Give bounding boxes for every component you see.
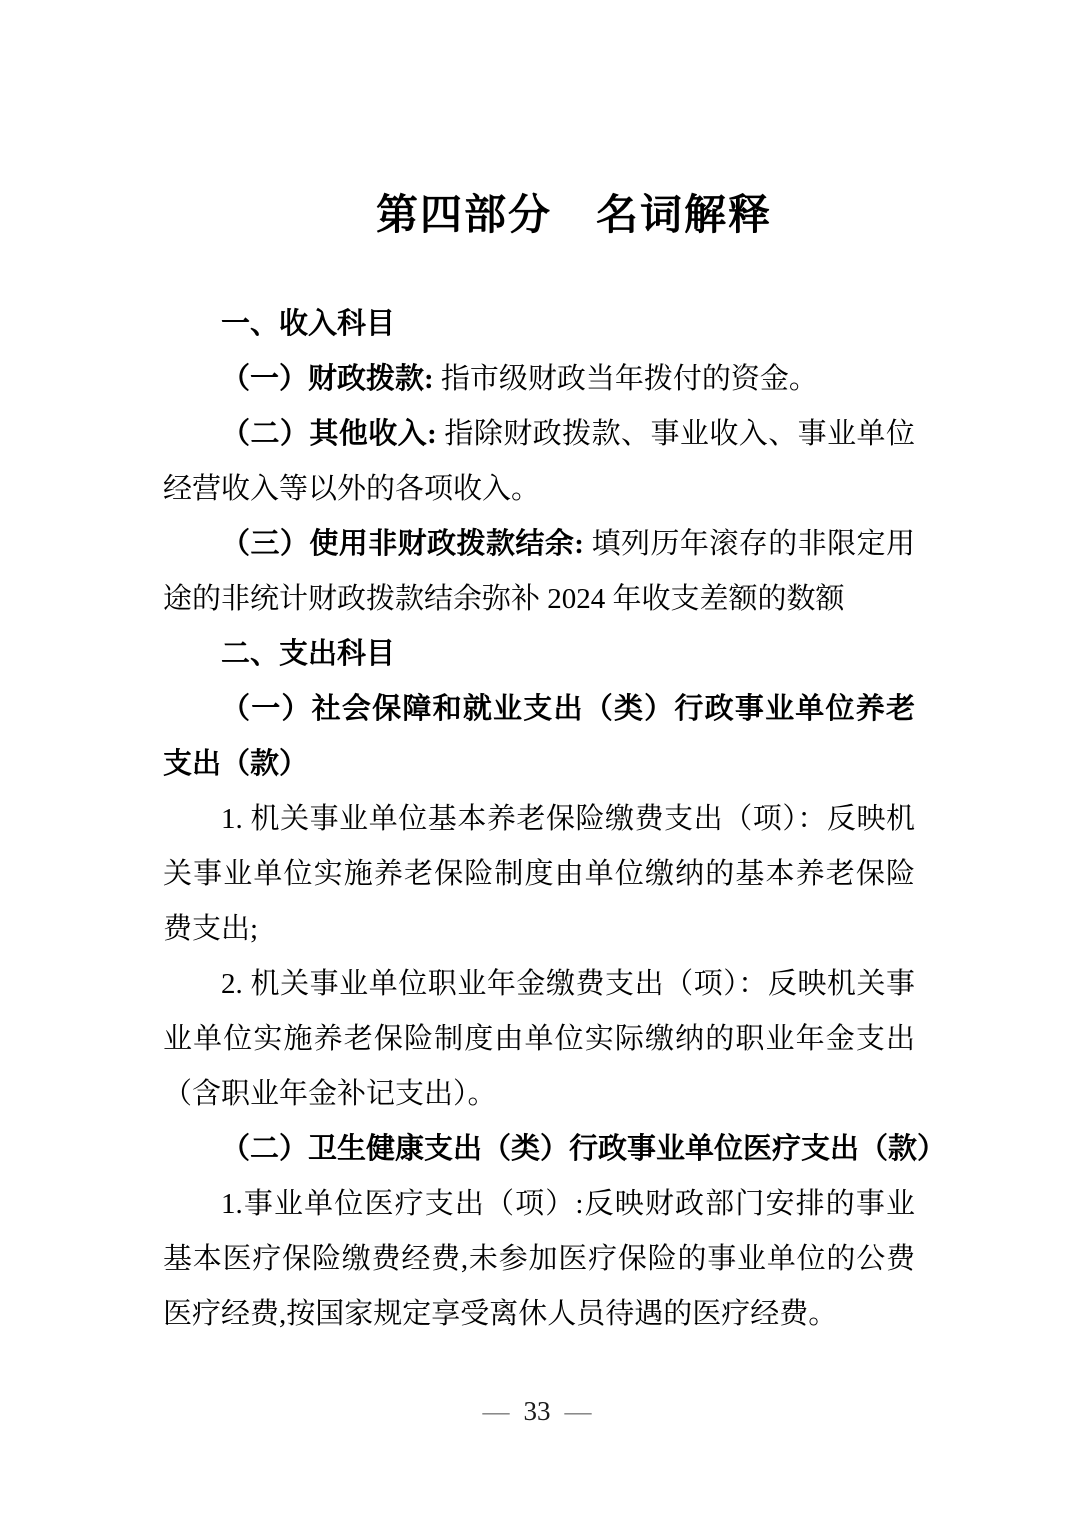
section-heading-income: 一、收入科目	[221, 308, 396, 340]
term-other-income	[163, 407, 915, 517]
item-basic-pension-contribution: 1. 机关事业单位基本养老保险缴费支出（项）：反映机关事业单位实施养老保险制度由单位缴纳的基本养老保险费支出;	[163, 803, 915, 945]
subsection-health-medical: （二）卫生健康支出（类）行政事业单位医疗支出（款）	[221, 1133, 947, 1165]
footer-left-dash: —	[482, 1396, 510, 1426]
item-occupational-annuity-contribution: 2. 机关事业单位职业年金缴费支出（项）：反映机关事业单位实施养老保险制度由单位实际缴纳的职业年金支出（含职业年金补记支出）。	[163, 968, 915, 1110]
subsection-social-security-pension: （一）社会保障和就业支出（类）行政事业单位养老支出（款）	[163, 693, 915, 780]
term-non-fiscal-surplus	[163, 517, 915, 627]
term-definition: 指市级财政当年拨付的资金。	[433, 363, 818, 395]
term-fiscal-appropriation	[163, 352, 915, 407]
term-definition: 指除财政拨款、事业收入、事业单位经营收入等以外的各项收入。	[163, 418, 915, 505]
document-content	[163, 185, 947, 1342]
page-title: 第四部分 名词解释	[375, 193, 772, 239]
term-label: （一）财政拨款:	[221, 363, 434, 395]
footer-right-dash: —	[564, 1396, 592, 1426]
term-label: （三）使用非财政拨款结余:	[221, 528, 584, 560]
page-footer	[0, 1396, 1074, 1427]
page-number: 33	[523, 1396, 551, 1426]
term-definition: 填列历年滚存的非限定用途的非统计财政拨款结余弥补 2024 年收支差额的数额	[163, 528, 915, 615]
term-label: （二）其他收入:	[221, 418, 437, 450]
item-institution-medical-expenditure: 1.事业单位医疗支出（项）:反映财政部门安排的事业基本医疗保险缴费经费,未参加医疗保险的事业单位的公费医疗经费,按国家规定享受离休人员待遇的医疗经费。	[163, 1188, 915, 1330]
section-heading-expenditure: 二、支出科目	[221, 638, 396, 670]
